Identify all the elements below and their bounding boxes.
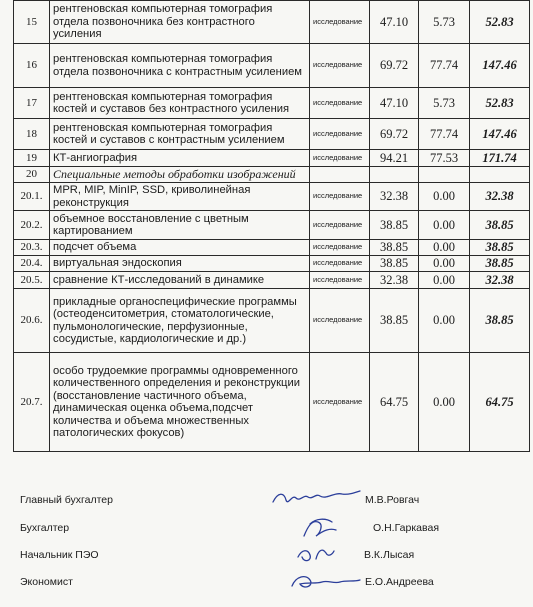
signatory-role: Начальник ПЭО [20,549,99,561]
total-cost: 32.38 [470,183,530,211]
unit-cell: исследование [310,256,370,272]
total-cost: 52.83 [470,88,530,119]
service-name: рентгеновская компьютерная томография костей и суставов без контрастного усиления [50,88,310,119]
cost-value-2: 0.00 [419,289,470,353]
cost-value-1: 64.75 [370,353,419,452]
service-name: виртуальная эндоскопия [50,256,310,272]
cost-value-2: 0.00 [419,211,470,240]
cost-value-1: 47.10 [370,88,419,119]
handwritten-signature [290,516,385,540]
cost-value-1: 38.85 [370,211,419,240]
cost-value-2: 77.74 [419,119,470,150]
total-cost: 147.46 [470,44,530,88]
total-cost [470,167,530,183]
table-row [14,150,530,167]
total-cost: 38.85 [470,240,530,256]
row-number: 17 [14,88,50,119]
total-cost: 64.75 [470,353,530,452]
unit-cell: исследование [310,150,370,167]
row-number: 18 [14,119,50,150]
row-number: 20.5. [14,272,50,289]
table-row [14,289,530,353]
row-number: 15 [14,1,50,44]
cost-value-2 [419,167,470,183]
cost-value-1: 32.38 [370,183,419,211]
row-number: 20.4. [14,256,50,272]
table-row [14,88,530,119]
service-name: особо трудоемкие программы одновременного количественного определения и реконструкции (восстановление частичного объема, динамическая оценка объема,подсчет количества и объема множественных патологических фокусов) [50,353,310,452]
unit-cell [310,167,370,183]
total-cost: 32.38 [470,272,530,289]
unit-cell: исследование [310,88,370,119]
cost-value-1: 69.72 [370,44,419,88]
unit-cell: исследование [310,211,370,240]
service-name: прикладные органоспецифические программы (остеоденситометрия, стоматологические, пульмонологические, перфузионные, сосудистые, кардиологические и др.) [50,289,310,353]
service-name: объемное восстановление с цветным картированием [50,211,310,240]
table-row [14,211,530,240]
total-cost: 147.46 [470,119,530,150]
total-cost: 38.85 [470,211,530,240]
cost-value-1: 38.85 [370,289,419,353]
signatory-role: Экономист [20,576,73,588]
table-row [14,272,530,289]
total-cost: 52.83 [470,1,530,44]
unit-cell: исследование [310,44,370,88]
service-name: рентгеновская компьютерная томография отдела позвоночника без контрастного усиления [50,1,310,44]
row-number: 19 [14,150,50,167]
unit-cell: исследование [310,1,370,44]
cost-value-2: 5.73 [419,1,470,44]
unit-cell: исследование [310,240,370,256]
signature-row [0,570,533,596]
signatory-name: В.К.Лысая [364,549,415,561]
cost-value-1: 47.10 [370,1,419,44]
cost-value-1: 32.38 [370,272,419,289]
total-cost: 171.74 [470,150,530,167]
unit-cell: исследование [310,183,370,211]
cost-value-2: 0.00 [419,240,470,256]
cost-value-2: 77.74 [419,44,470,88]
row-number: 20.2. [14,211,50,240]
service-name: рентгеновская компьютерная томография отдела позвоночника с контрастным усилением [50,44,310,88]
row-number: 16 [14,44,50,88]
cost-value-2: 0.00 [419,272,470,289]
signature-row [0,488,533,514]
row-number: 20.7. [14,353,50,452]
cost-value-1 [370,167,419,183]
table-row [14,353,530,452]
table-row [14,240,530,256]
signature-row [0,543,533,569]
table-row [14,119,530,150]
cost-value-1: 38.85 [370,256,419,272]
table-row [14,183,530,211]
signatory-name: Е.О.Андреева [365,576,434,588]
total-cost: 38.85 [470,256,530,272]
cost-value-2: 0.00 [419,256,470,272]
table-row [14,167,530,183]
price-table [13,0,530,452]
cost-value-2: 0.00 [419,353,470,452]
service-name: сравнение КТ-исследований в динамике [50,272,310,289]
service-name: рентгеновская компьютерная томография костей и суставов с контрастным усилением [50,119,310,150]
cost-value-1: 69.72 [370,119,419,150]
signatory-name: М.В.Ровгач [365,494,420,506]
unit-cell: исследование [310,289,370,353]
signatory-role: Бухгалтер [20,522,70,534]
cost-value-2: 0.00 [419,183,470,211]
row-number: 20.3. [14,240,50,256]
unit-cell: исследование [310,353,370,452]
service-name: MPR, MIP, MinIP, SSD, криволинейная реконструкция [50,183,310,211]
signatory-name: О.Н.Гаркавая [373,522,440,534]
cost-value-2: 5.73 [419,88,470,119]
service-name: Специальные методы обработки изображений [50,167,310,183]
handwritten-signature [268,488,363,512]
table-row [14,44,530,88]
table-row [14,256,530,272]
unit-cell: исследование [310,119,370,150]
cost-value-1: 38.85 [370,240,419,256]
service-name: подсчет объема [50,240,310,256]
cost-value-1: 94.21 [370,150,419,167]
total-cost: 38.85 [470,289,530,353]
row-number: 20.1. [14,183,50,211]
row-number: 20.6. [14,289,50,353]
service-name: КТ-ангиография [50,150,310,167]
cost-value-2: 77.53 [419,150,470,167]
signatory-role: Главный бухгалтер [20,494,113,506]
unit-cell: исследование [310,272,370,289]
table-row [14,1,530,44]
signature-row [0,516,533,542]
row-number: 20 [14,167,50,183]
